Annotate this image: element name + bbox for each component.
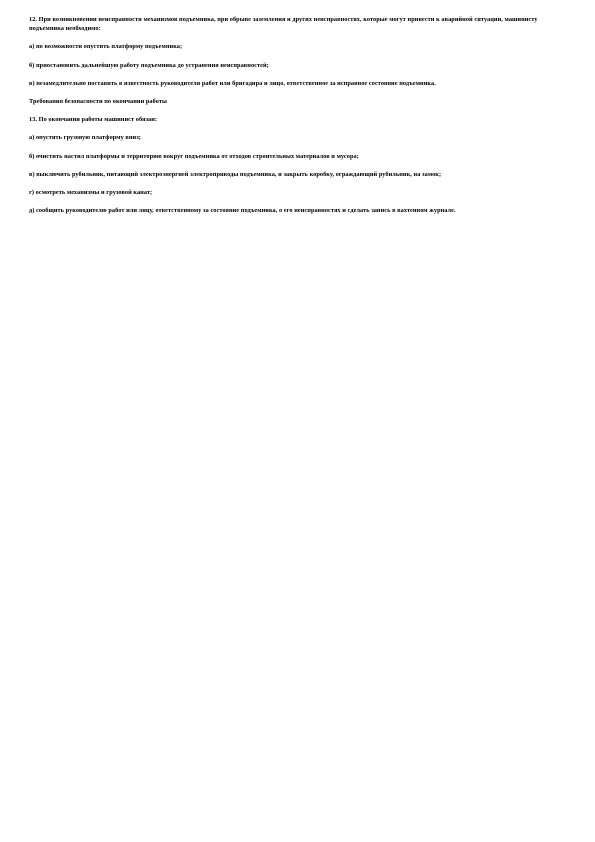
paragraph-13-item-a: а) опустить грузовую платформу вниз; <box>29 134 141 142</box>
document-page <box>29 15 569 224</box>
paragraph-12-item-a: а) по возможности опустить платформу подъемника; <box>29 43 183 51</box>
paragraph-13-item-b: б) очистить настил платформы и территорию вокруг подъемника от отходов строительных материалов и мусора; <box>29 152 359 160</box>
section-heading: Требования безопасности по окончании работы <box>29 98 167 106</box>
paragraph-13-number: 13. <box>29 116 38 124</box>
paragraph-12-number: 12. <box>29 16 38 23</box>
paragraph-13-text: По окончании работы машинист обязан: <box>38 116 158 124</box>
paragraph-12 <box>29 15 569 33</box>
paragraph-13-item-c: в) выключить рубильник, питающий электроэнергией электроприводы подъемника, и закрыть коробку, ограждающий рубильник, на замок; <box>29 170 442 178</box>
paragraph-12-item-c: в) незамедлительно поставить в известность руководителя работ или бригадира и лицо, ответственное за исправное состояние подъемника. <box>29 79 436 87</box>
paragraph-12-text: При возникновении неисправности механизмов подъемника, при обрыве заземления и других неисправностях, которые могут привести к аварийной ситуации, машинисту подъемника необходимо: <box>29 16 538 33</box>
paragraph-12-item-b: б) приостановить дальнейшую работу подъемника до устранения неисправностей; <box>29 61 269 69</box>
paragraph-13-item-e: д) сообщить руководителю работ или лицу, ответственному за состояние подъемника, о его неисправностях и сделать запись в вахтенном журнале. <box>29 207 456 215</box>
paragraph-13-item-d: г) осмотреть механизмы и грузовой канат; <box>29 189 153 197</box>
paragraph-13 <box>29 115 569 124</box>
